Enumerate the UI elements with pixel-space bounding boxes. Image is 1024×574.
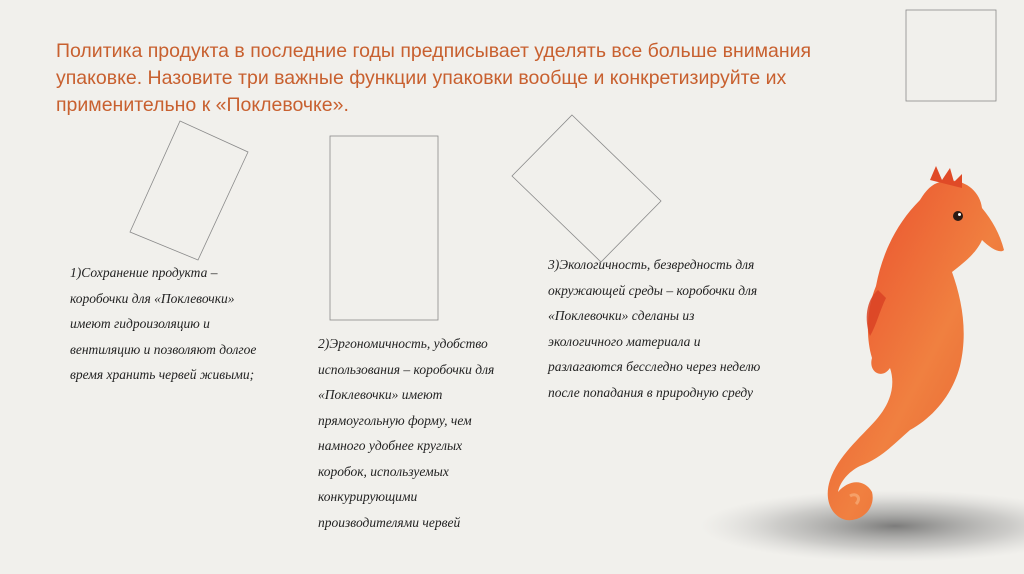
caption-line: конкурирующими [318,489,418,504]
caption-line: имеют гидроизоляцию и [70,316,210,331]
caption-line: время хранить червей живыми; [70,367,255,382]
caption-line: производителями червей [318,514,461,530]
caption-line: окружающей среды – коробочки для [548,282,758,298]
image-placeholder-center [330,136,438,320]
caption-line: «Поклевочки» сделаны из [548,308,695,323]
caption-line: экологичного материала и [548,333,701,349]
image-placeholder-top-right [906,10,996,101]
caption-line: использования – коробочки для [318,361,495,377]
caption-line: прямоугольную форму, чем [318,412,472,428]
title-line: упаковке. Назовите три важные функции упаковки вообще и конкретизируйте их [56,67,787,89]
seahorse-illustration [700,160,1024,574]
image-placeholder-tilted-left [130,121,248,260]
caption-line: намного удобнее круглых [318,438,463,453]
seahorse-eye [953,211,963,221]
caption-line: коробочки для «Поклевочки» [70,290,235,306]
caption-line: 3)Экологичность, безвредность для [548,257,755,272]
title-line: применительно к «Поклевочке». [56,94,349,116]
title-line: Политика продукта в последние годы предписывает уделять все больше внимания [56,40,812,62]
seahorse-body [828,181,1004,521]
caption-line: после попадания в природную среду [548,384,754,400]
caption-line: 2)Эргономичность, удобство [318,336,488,351]
caption-line: 1)Сохранение продукта – [70,265,218,280]
caption-line: разлагаются бесследно через неделю [548,359,761,374]
caption-line: вентиляцию и позволяют долгое [70,341,257,357]
image-placeholder-tilted-right [512,115,661,262]
caption-ergonomics [318,331,494,535]
caption-line: «Поклевочки» имеют [318,387,443,402]
caption-preservation [70,260,256,388]
caption-line: коробок, используемых [318,463,449,479]
